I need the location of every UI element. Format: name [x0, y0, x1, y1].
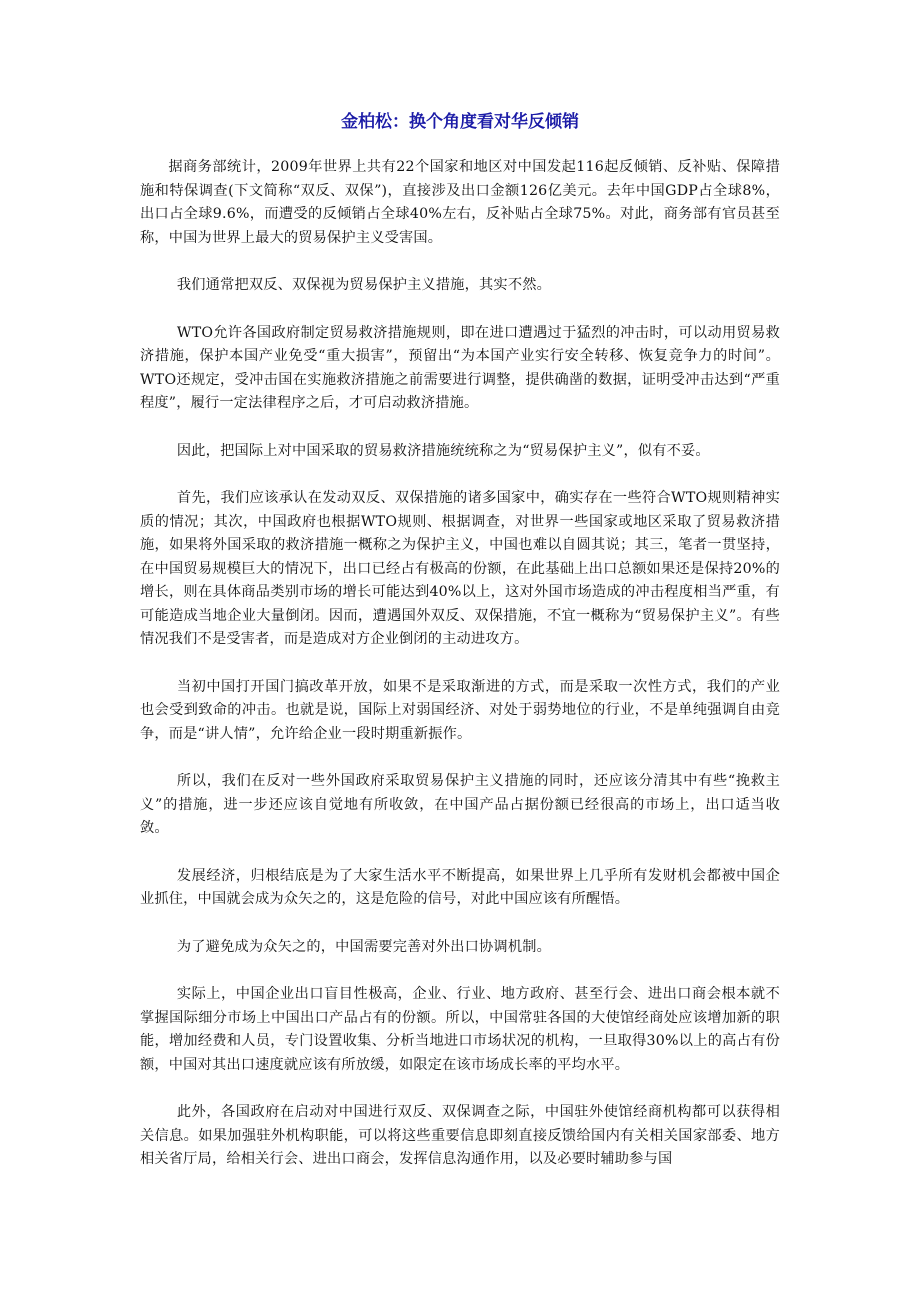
- paragraph-7: 所以，我们在反对一些外国政府采取贸易保护主义措施的同时，还应该分清其中有些“挽救主义”的措施，进一步还应该自觉地有所收敛，在中国产品占据份额已经很高的市场上，出口适当收敛。: [140, 773, 780, 836]
- paragraph-1: 据商务部统计，2009年世界上共有22个国家和地区对中国发起116起反倾销、反补贴、保障措施和特保调查(下文简称“双反、双保”)，直接涉及出口金额126亿美元。去年中国GDP占全球8%，出口占全球9.6%，而遭受的反倾销占全球40%左右，反补贴占全球75%。对此，商务部有官员甚至称，中国为世界上最大的贸易保护主义受害国。: [140, 159, 780, 246]
- document-page: [140, 110, 780, 1196]
- paragraph-9: 为了避免成为众矢之的，中国需要完善对外出口协调机制。: [176, 938, 551, 955]
- paragraph-8: 发展经济，归根结底是为了大家生活水平不断提高，如果世界上几乎所有发财机会都被中国企业抓住，中国就会成为众矢之的，这是危险的信号，对此中国应该有所醒悟。: [140, 867, 780, 907]
- paragraph-3: WTO允许各国政府制定贸易救济措施规则，即在进口遭遇过于猛烈的冲击时，可以动用贸易救济措施，保护本国产业免受“重大损害”，预留出“为本国产业实行安全转移、恢复竞争力的时间”。WTO还规定，受冲击国在实施救济措施之前需要进行调整，提供确凿的数据，证明受冲击达到“严重程度”，履行一定法律程序之后，才可启动救济措施。: [140, 324, 780, 411]
- paragraph-11: 此外，各国政府在启动对中国进行双反、双保调查之际，中国驻外使馆经商机构都可以获得相关信息。如果加强驻外机构职能，可以将这些重要信息即刻直接反馈给国内有关相关国家部委、地方相关省厅局，给相关行会、进出口商会，发挥信息沟通作用，以及必要时辅助参与国: [140, 1104, 780, 1167]
- paragraph-5: 首先，我们应该承认在发动双反、双保措施的诸多国家中，确实存在一些符合WTO规则精神实质的情况；其次，中国政府也根据WTO规则、根据调查，对世界一些国家或地区采取了贸易救济措施，如果将外国采取的救济措施一概称之为保护主义，中国也难以自圆其说；其三，笔者一贯坚持，在中国贸易规模巨大的情况下，出口已经占有极高的份额，在此基础上出口总额如果还是保持20%的增长，则在具体商品类别市场的增长可能达到40%以上，这对外国市场造成的冲击程度相当严重，有可能造成当地企业大量倒闭。因而，遭遇国外双反、双保措施，不宜一概称为“贸易保护主义”。有些情况我们不是受害者，而是造成对方企业倒闭的主动进攻方。: [140, 490, 780, 647]
- article-title: 金柏松：换个角度看对华反倾销: [341, 112, 579, 132]
- paragraph-10: 实际上，中国企业出口盲目性极高，企业、行业、地方政府、甚至行会、进出口商会根本就不掌握国际细分市场上中国出口产品占有的份额。所以，中国常驻各国的大使馆经商处应该增加新的职能，增加经费和人员，专门设置收集、分析当地进口市场状况的机构，一旦取得30%以上的高占有份额，中国对其出口速度就应该有所放缓，如限定在该市场成长率的平均水平。: [140, 986, 780, 1073]
- paragraph-4: 因此，把国际上对中国采取的贸易救济措施统统称之为“贸易保护主义”，似有不妥。: [176, 442, 710, 459]
- paragraph-2: 我们通常把双反、双保视为贸易保护主义措施，其实不然。: [176, 277, 551, 293]
- paragraph-6: 当初中国打开国门搞改革开放，如果不是采取渐进的方式，而是采取一次性方式，我们的产业也会受到致命的冲击。也就是说，国际上对弱国经济、对处于弱势地位的行业，不是单纯强调自由竞争，而是“讲人情”，允许给企业一段时期重新振作。: [140, 678, 780, 742]
